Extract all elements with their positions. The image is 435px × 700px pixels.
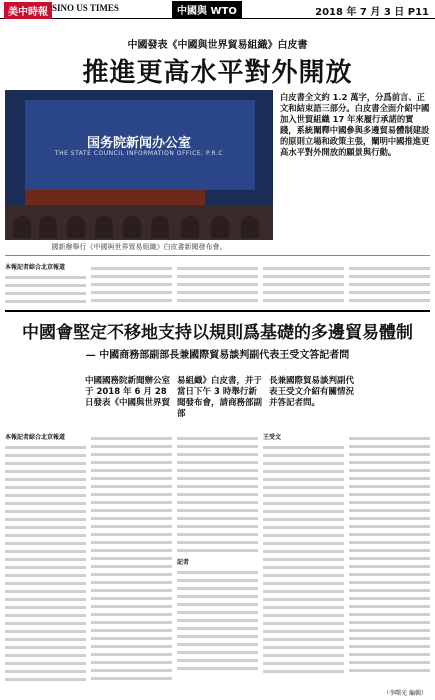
divider	[5, 310, 430, 312]
podium-desk	[25, 190, 205, 206]
audience	[5, 205, 273, 240]
body-column	[263, 262, 344, 304]
story2-byline: 本報記者綜合北京報道	[5, 434, 66, 441]
section-label: 中國與 WTO	[172, 1, 242, 18]
pull-quote	[280, 92, 430, 158]
story2-headline: 中國會堅定不移地支持以規則爲基礎的多邊貿易體制	[22, 323, 413, 343]
body-column	[91, 262, 172, 304]
press-conference-photo	[5, 90, 273, 240]
dateline: 2018 年 7 月 3 日 P11	[315, 7, 429, 18]
lede-column: 長兼國際貿易談判副代表王受文介紹有關情況并答記者問。	[269, 376, 355, 408]
masthead	[0, 0, 435, 19]
story1-body	[5, 262, 430, 304]
body-column	[91, 432, 172, 687]
body-column	[349, 262, 430, 304]
story2-body	[5, 432, 430, 687]
story2-lede	[85, 376, 355, 420]
pull-quote-text: 白皮書全文約 1.2 萬字，分爲前言、正文和結束語三部分。白皮書全面介紹中國加入世貿組織 17 年來履行承諾的實踐，系統闡釋中國參與多邊貿易體制建設的原則立場和政策主張，闡明中國推進更高水平對外開放的願景與行動。	[280, 92, 430, 157]
backdrop-title: 国务院新闻办公室	[86, 136, 191, 151]
story1-byline: 本報記者綜合北京報道	[5, 264, 66, 271]
story1-headline: 推進更高水平對外開放	[82, 58, 353, 88]
lede-column: 中國國務院新聞辦公室于 2018 年 6 月 28 日發表《中國與世界貿	[85, 376, 171, 408]
newspaper-logo: 美中時報	[4, 2, 52, 19]
qa-label: 記者	[177, 559, 190, 566]
body-column	[349, 432, 430, 687]
body-column	[263, 432, 344, 687]
body-column	[5, 262, 86, 304]
body-column	[5, 432, 86, 687]
body-column	[177, 432, 258, 687]
story1-kicker: 中國發表《中國與世界貿易組織》白皮書	[127, 40, 308, 51]
backdrop-subtitle: THE STATE COUNCIL INFORMATION OFFICE, P.R.C	[54, 150, 224, 157]
body-column	[177, 262, 258, 304]
qa-label: 王受文	[263, 434, 282, 441]
divider	[5, 255, 430, 256]
lede-column: 易組織》白皮書，并于當日下午 3 時舉行新聞發布會，請商務部副部	[177, 376, 263, 419]
story2-subhead: — 中國商務部副部長兼國際貿易談判副代表王受文答記者問	[85, 350, 350, 361]
photo-caption: 國新辦舉行《中國與世界貿易組織》白皮書新聞發布會。	[51, 243, 227, 251]
newspaper-logo-english: SINO US TIMES	[52, 3, 119, 13]
editor-credit: （李曙光 編輯）	[383, 690, 427, 697]
